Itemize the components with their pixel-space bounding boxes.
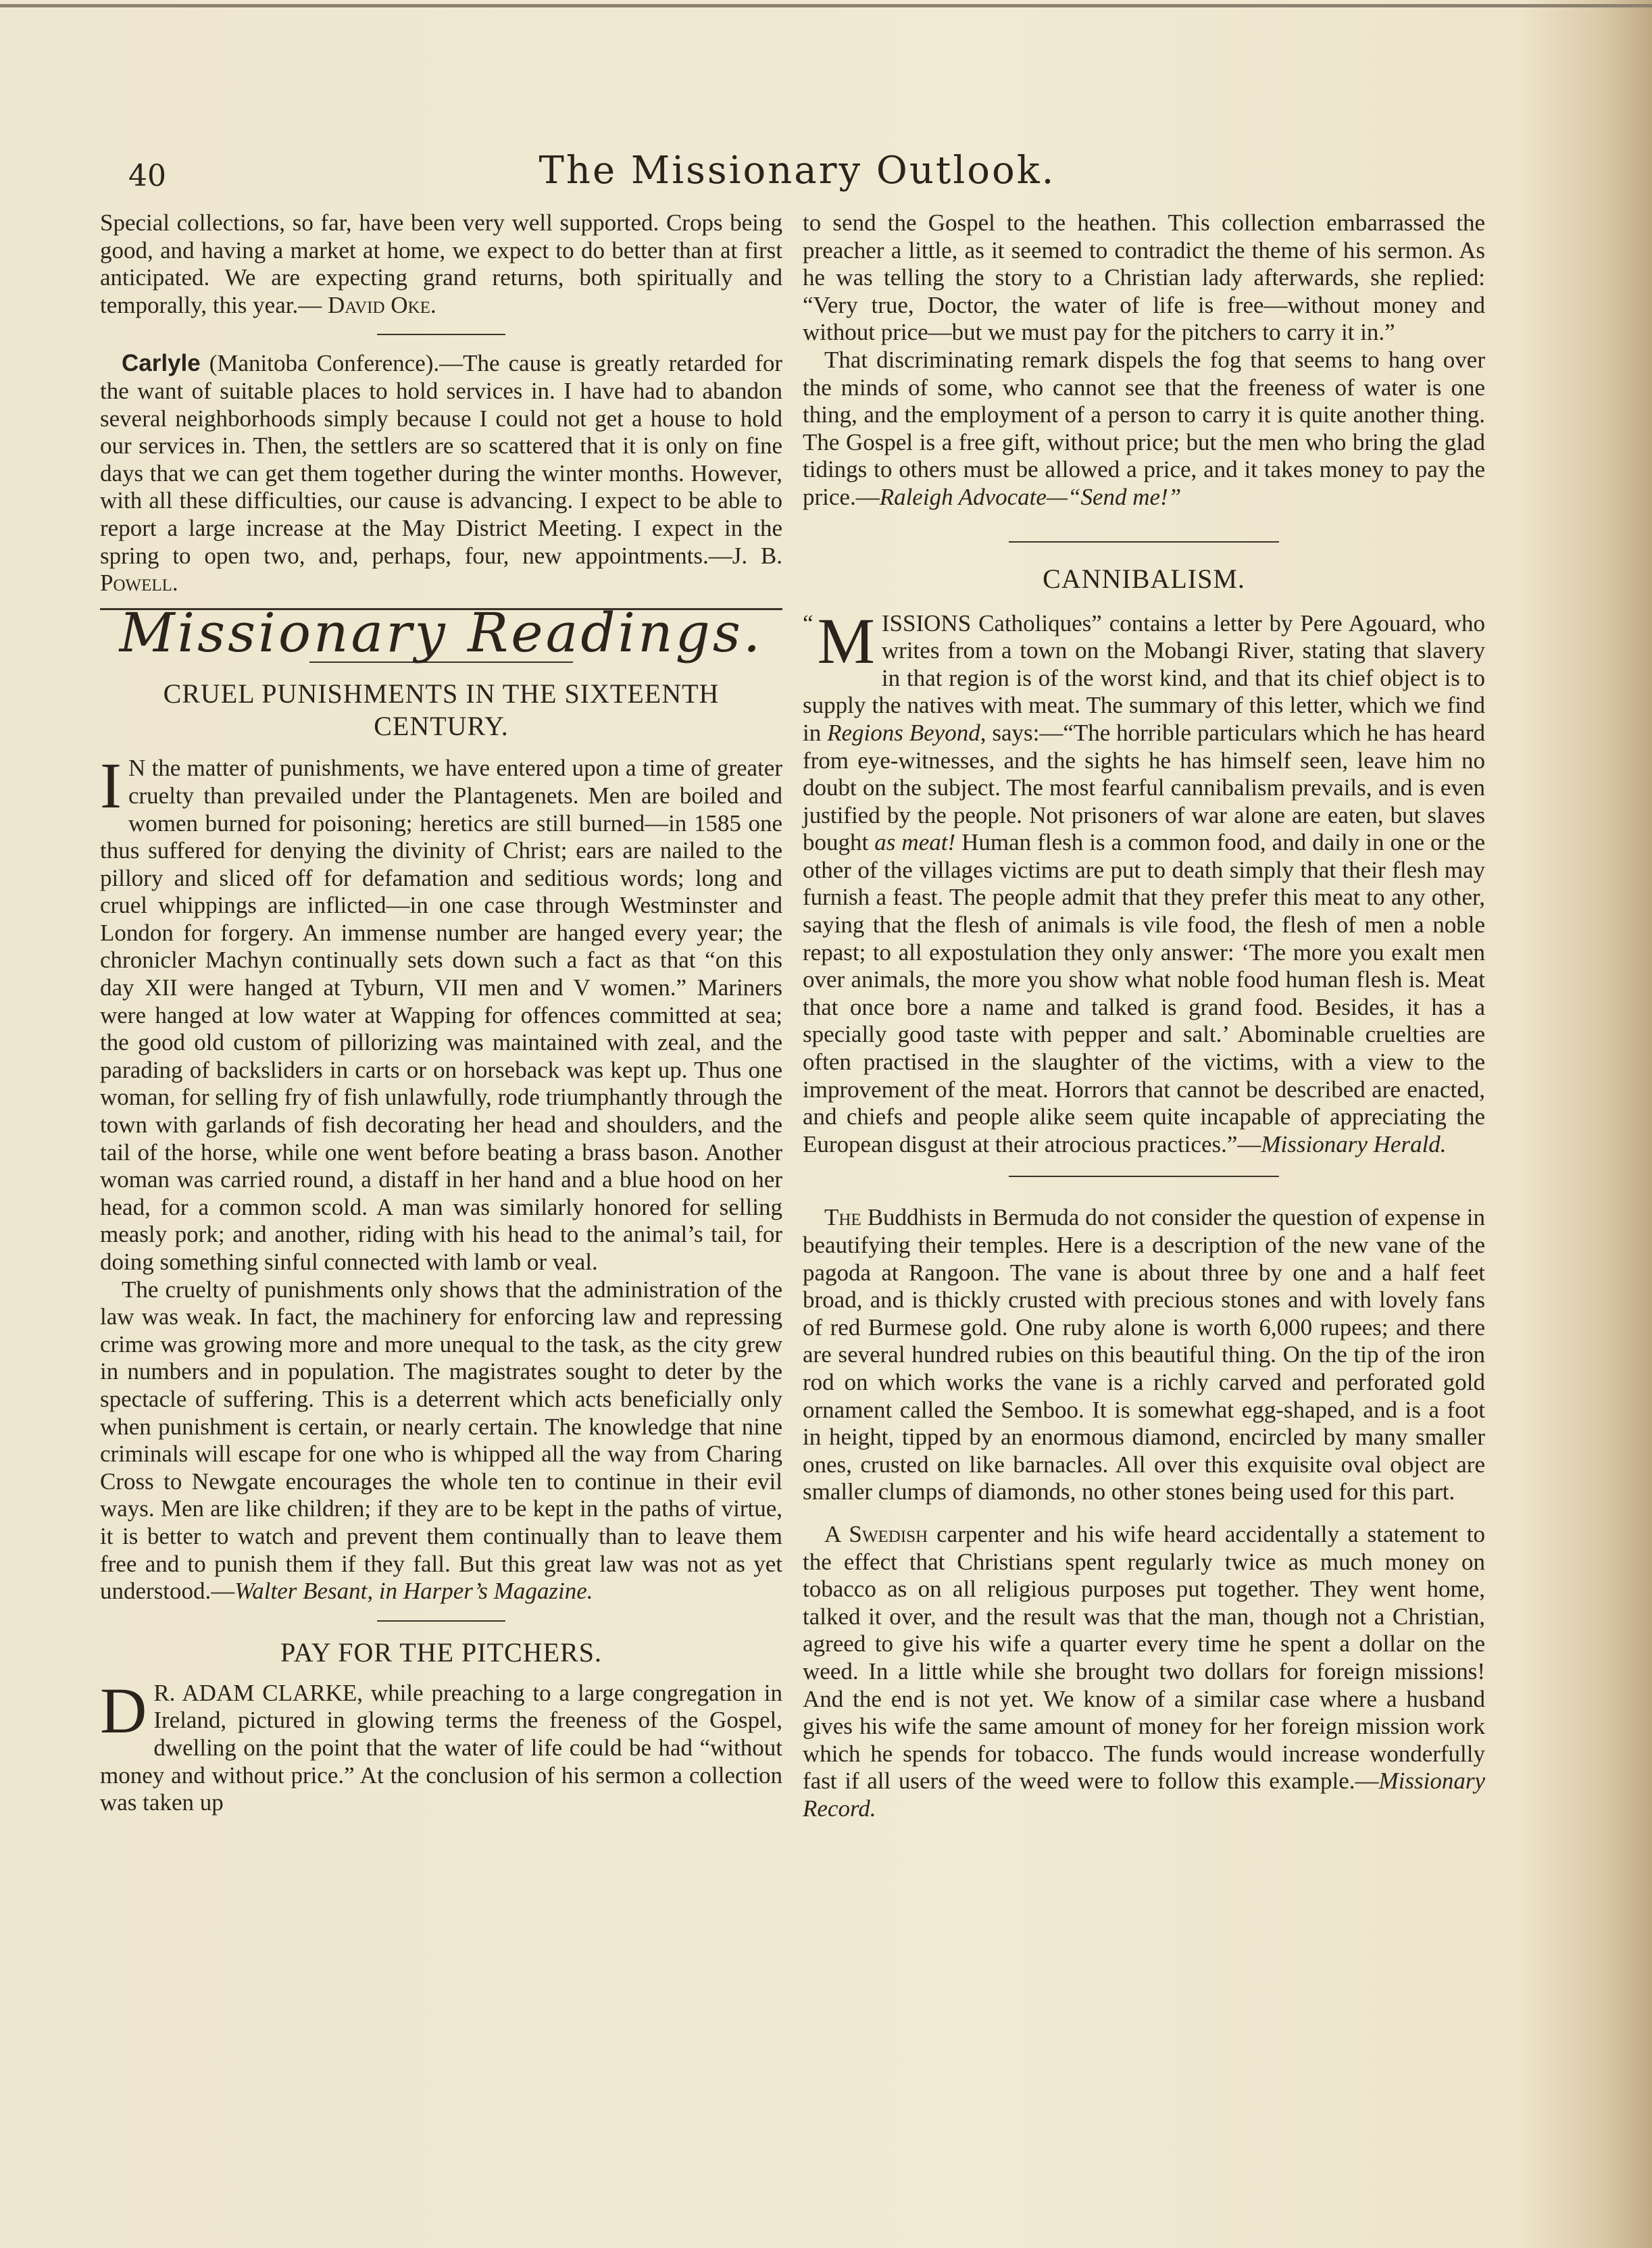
top-edge-rule	[0, 4, 1652, 7]
pitchers-paragraph-2	[803, 347, 1485, 511]
swedish-lead: A Swedish	[824, 1520, 928, 1547]
pitchers-continued: to send the Gospel to the heathen. This collection embarrassed the preacher a little, as it seemed to contradict the theme of his sermon. As he was telling the story to a Christian lady afterwards, she replied: “Very true, Doctor, the water of life is free—without money and without price—but we must pay for the pitchers to carry it in.”	[803, 209, 1485, 346]
buddhist-lead: The	[824, 1204, 861, 1231]
cannibal-text-b: , says:—“The horrible particulars which he has heard from eye-witnesses, and the sights he has himself seen, leave him no doubt on the subject. The most fearful cannibalism prevails, and is even justified by the people. Not prisoners of war alone are eaten, but slaves bought	[803, 719, 1485, 856]
oke-signature: David Oke.	[327, 291, 436, 318]
oke-report-text: Special collections, so far, have been very well supported. Crops being good, and having a market at home, we expect to do better than at first anticipated. We are expecting grand returns, both spiritually and temporally, this year.—	[100, 209, 782, 318]
drop-cap: I	[100, 749, 122, 822]
cruel-paragraph-1	[100, 749, 782, 1276]
running-title: The Missionary Outlook.	[539, 149, 1056, 193]
pitchers-heading: PAY FOR THE PITCHERS.	[280, 1637, 602, 1668]
divider	[377, 334, 505, 335]
pitchers-paragraph-1	[100, 1674, 782, 1817]
carlyle-signature: J. B. Powell.	[100, 542, 782, 597]
cruel-text-2: The cruelty of punishments only shows that the administration of the law was weak. In fact, the machinery for enforcing law and repressing crime was growing more and more unequal to the task, as the city grew in numbers and in population. The magistrates sought to deter by the spectacle of suffering. This is a deterrent which acts beneficially only when punishment is certain, or nearly certain. The knowledge that nine criminals will escape for one who is whipped all the way from Charing Cross to Newgate encourages the whole ten to continue in their evil ways. Men are like children; if they are to be kept in the paths of virtue, it is better to watch and prevent them continually than to leave them free and to punish them if they fall. But this great law was not as yet understood.—	[100, 1276, 782, 1605]
pitchers-source: Raleigh Advocate—“Send me!”	[879, 483, 1182, 510]
drop-cap: D	[100, 1674, 147, 1747]
swedish-source: Missionary Record.	[803, 1768, 1485, 1822]
left-column	[100, 209, 782, 1817]
section-banner: Missionary Readings.	[119, 601, 764, 664]
swedish-paragraph	[803, 1521, 1485, 1823]
cruel-source: Walter Besant, in Harper’s Magazine.	[234, 1578, 593, 1605]
divider	[1009, 1176, 1279, 1177]
drop-cap: M	[817, 604, 875, 677]
cannibal-heading: CANNIBALISM.	[1043, 563, 1245, 594]
regions-beyond-title: Regions Beyond	[827, 719, 980, 746]
page-number: 40	[128, 159, 166, 193]
cannibal-source: Missionary Herald.	[1261, 1130, 1447, 1157]
cannibal-paragraph	[803, 604, 1485, 1159]
carlyle-report	[100, 350, 782, 597]
pitchers-text-2: That discriminating remark dispels the fog that seems to hang over the minds of some, who cannot see that the freeness of water is one thing, and the employment of a person to carry it is quite another thing. The Gospel is a free gift, without price; but the men who bring the glad tidings to others must be allowed a price, and it takes money to pay the price.—	[803, 346, 1485, 510]
carlyle-name: Carlyle	[122, 350, 201, 377]
cruel-heading: CRUEL PUNISHMENTS IN THE SIXTEENTH CENTURY.	[163, 678, 720, 742]
buddhist-text: Buddhists in Bermuda do not consider the question of expense in beautifying their temples. Here is a description of the new vane of the pagoda at Rangoon. The vane is about three by one and a half feet broad, and is thickly crusted with precious stones and with lovely fans of red Burmese gold. One ruby alone is worth 6,000 rupees; and there are several hundred rubies on this beautiful thing. On the tip of the iron rod on which works the vane is a richly carved and perforated gold ornament called the Semboo. It is somewhat egg-shaped, and is a foot in height, tipped by an enormous diamond, encircled by many smaller ones, crusted on like barnacles. All over this exquisite oval object are smaller clumps of diamonds, no other stones being used for this part.	[803, 1204, 1485, 1505]
swedish-text: carpenter and his wife heard accidentally a statement to the effect that Christians spent regularly twice as much money on tobacco as on all religious purposes put together. They went home, talked it over, and the result was that the man, though not a Christian, agreed to give his wife a quarter every time he spent a dollar on the weed. In a little while she brought two dollars for foreign missions! And the end is not yet. We know of a similar case where a husband gives his wife the same amount of money for her foreign mission work which he spends for tobacco. The funds would increase wonderfully fast if all users of the weed were to follow this example.—	[803, 1520, 1486, 1795]
right-column	[803, 209, 1485, 1822]
cannibal-text-c: Human flesh is a common food, and daily in one or the other of the villages victims are put to death simply that their flesh may furnish a feast. The people admit that they prefer this meat to any other, saying that the flesh of animals is vile food, the flesh of men a noble repast; to all expostulation they only answer: ‘The more you exalt men over animals, the more you show what noble food human flesh is. Meat that once bore a name and talked is grand food. Besides, it has a specially good taste with pepper and salt.’ Abominable cruelties are often practised in the slaughter of the victims, with a view to the improvement of the meat. Horrors that cannot be described are enacted, and chiefs and people alike seem quite incapable of appreciating the European disgust at their atrocious practices.”—	[803, 829, 1485, 1157]
divider	[377, 1620, 505, 1622]
buddhist-paragraph	[803, 1204, 1485, 1506]
cruel-text-1: N the matter of punishments, we have entered upon a time of greater cruelty than prevailed under the Plantagenets. Men are boiled and women burned for poisoning; heretics are still burned—in 1585 one thus suffered for denying the divinity of Christ; ears are nailed to the pillory and sliced off for defamation and seditious words; long and cruel whippings are inflicted—in one case through Westminster and London for forgery. An immense number are hanged every year; the chronicler Machyn continually sets down such a fact as that “on this day XII were hanged at Tyburn, VII men and V women.” Mariners were hanged at low water at Wapping for offences committed at sea; the good old custom of pillorizing was maintained with zeal, and the parading of backsliders in carts or on horseback was kept up. Thus one woman, for selling fry of fish unlawfully, rode triumphantly through the town with garlands of fish decorating her head and shoulders, and the tail of the horse, while one went before beating a brass bason. Another woman was carried round, a distaff in her hand and a blue hood on her head, for a common scold. A man was similarly honored for selling measly pork; and another, riding with his head to the animal’s tail, for doing something sinful connected with lamb or veal.	[100, 755, 782, 1275]
page-header	[122, 145, 1473, 199]
pitchers-text-1: R. ADAM CLARKE, while preaching to a large congregation in Ireland, pictured in glowing terms the freeness of the Gospel, dwelling on the point that the water of life could be had “without money and without price.” At the conclusion of his sermon a collection was taken up	[100, 1679, 782, 1816]
oke-report	[100, 209, 782, 319]
cannibal-text-a: ISSIONS Catholiques” contains a letter by Pere Agouard, who writes from a town on the Mobangi River, stating that slavery in that region is of the worst kind, and that its chief object is to supply the natives with meat. The summary of this letter, which we find in	[803, 609, 1485, 746]
divider	[1009, 541, 1279, 543]
as-meat-emphasis: as meat!	[874, 829, 956, 856]
cruel-paragraph-2	[100, 1276, 782, 1605]
carlyle-text: (Manitoba Conference).—The cause is greatly retarded for the want of suitable places to hold services in. I have had to abandon several neighborhoods simply because I could not get a house to hold our services in. Then, the settlers are so scattered that it is only on fine days that we can get them together during the winter months. However, with all these difficulties, our cause is advancing. I expect to be able to report a large increase at the May District Meeting. I expect in the spring to open two, and, perhaps, four, new appointments.—	[100, 350, 782, 569]
open-quote: “	[803, 609, 814, 636]
